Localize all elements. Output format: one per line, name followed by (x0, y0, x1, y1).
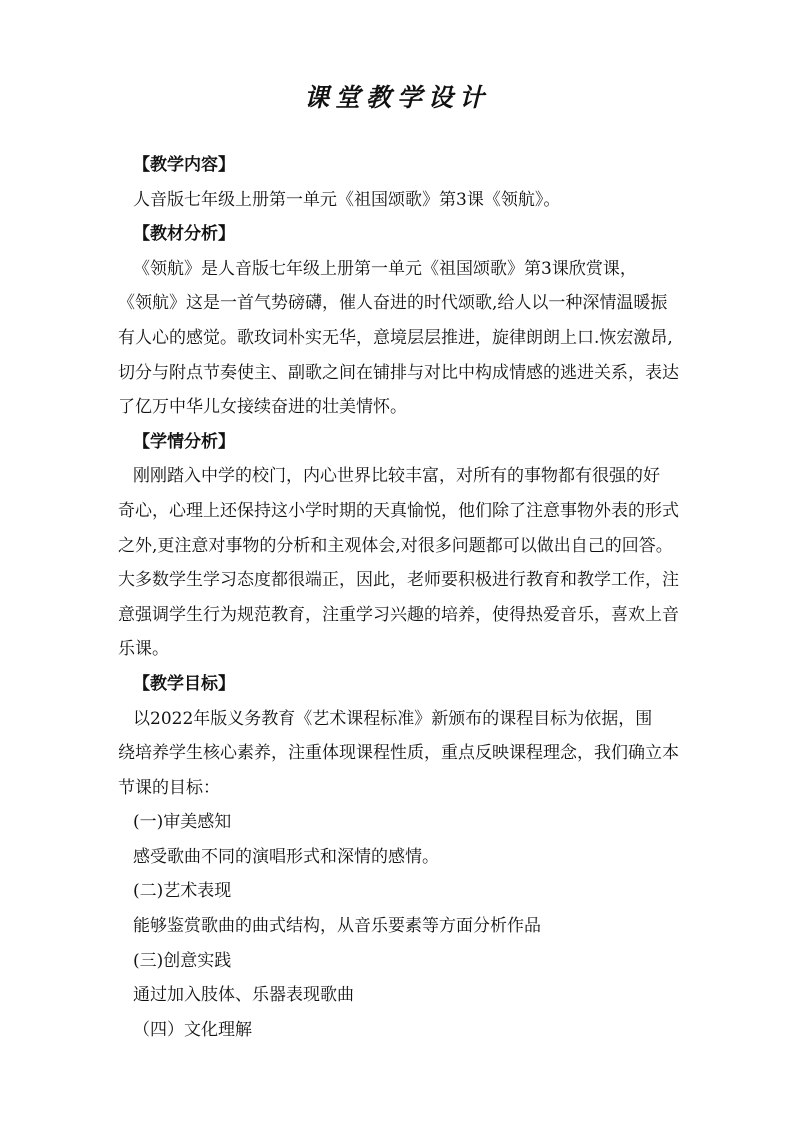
goals-line: 以2022年版义务教育《艺术课程标准》新颁布的课程目标为依据，围 (133, 708, 653, 729)
section-heading-students: 【学情分析】 (133, 431, 235, 452)
students-line: 奇心，心理上还保持这小学时期的天真愉悦，他们除了注意事物外表的形式 (118, 500, 679, 521)
goal-item-label: (二)艺术表现 (133, 881, 232, 902)
material-line: 切分与附点节奏使主、副歌之间在铺排与对比中构成情感的逃进关系，表达 (118, 362, 679, 383)
material-line: 《领航》是人音版七年级上册第一单元《祖国颂歌》第3课欣赏课， (133, 258, 637, 279)
document-title: 课堂教学设计 (303, 83, 490, 112)
content-text: 人音版七年级上册第一单元《祖国颂歌》第3课《领航》。 (133, 189, 561, 210)
material-line: 《领航》这是一首气势磅礴，催人奋进的时代颂歌,给人以一种深情温暖振 (118, 293, 668, 314)
students-line: 刚刚踏入中学的校门，内心世界比较丰富，对所有的事物都有很强的好 (133, 466, 660, 487)
students-line: 之外,更注意对事物的分析和主观体会,对很多问题都可以做出自己的回答。 (118, 535, 673, 556)
document-body (118, 148, 708, 1047)
goals-line: 节课的目标： (118, 777, 220, 798)
students-line: 意强调学生行为规范教育，注重学习兴趣的培养，使得热爱音乐，喜欢上音 (118, 604, 679, 625)
goal-item-label: （四）文化理解 (133, 1019, 252, 1040)
goal-item-text: 能够鉴赏歌曲的曲式结构，从音乐要素等方面分析作品 (133, 916, 541, 937)
students-line: 大多数学生学习态度都很端正，因此，老师要积极进行教育和教学工作，注 (118, 570, 679, 591)
goal-item-text: 感受歌曲不同的演唱形式和深情的感情。 (133, 846, 439, 867)
material-line: 有人心的感觉。歌玫词朴实无华，意境层层推进，旋律朗朗上口.恢宏激昂, (118, 327, 673, 348)
goal-item-label: (一)审美感知 (133, 812, 232, 833)
section-heading-material: 【教材分析】 (133, 224, 235, 245)
section-heading-goals: 【教学目标】 (133, 673, 235, 694)
section-heading-content: 【教学内容】 (133, 155, 235, 175)
students-line: 乐课。 (118, 639, 169, 660)
goal-item-label: (三)创意实践 (133, 950, 232, 971)
goals-line: 绕培养学生核心素养，注重体现课程性质，重点反映课程理念，我们确立本 (118, 743, 679, 764)
material-line: 了亿万中华儿女接续奋进的壮美情怀。 (118, 397, 407, 418)
goal-item-text: 通过加入肢体、乐器表现歌曲 (133, 985, 354, 1006)
